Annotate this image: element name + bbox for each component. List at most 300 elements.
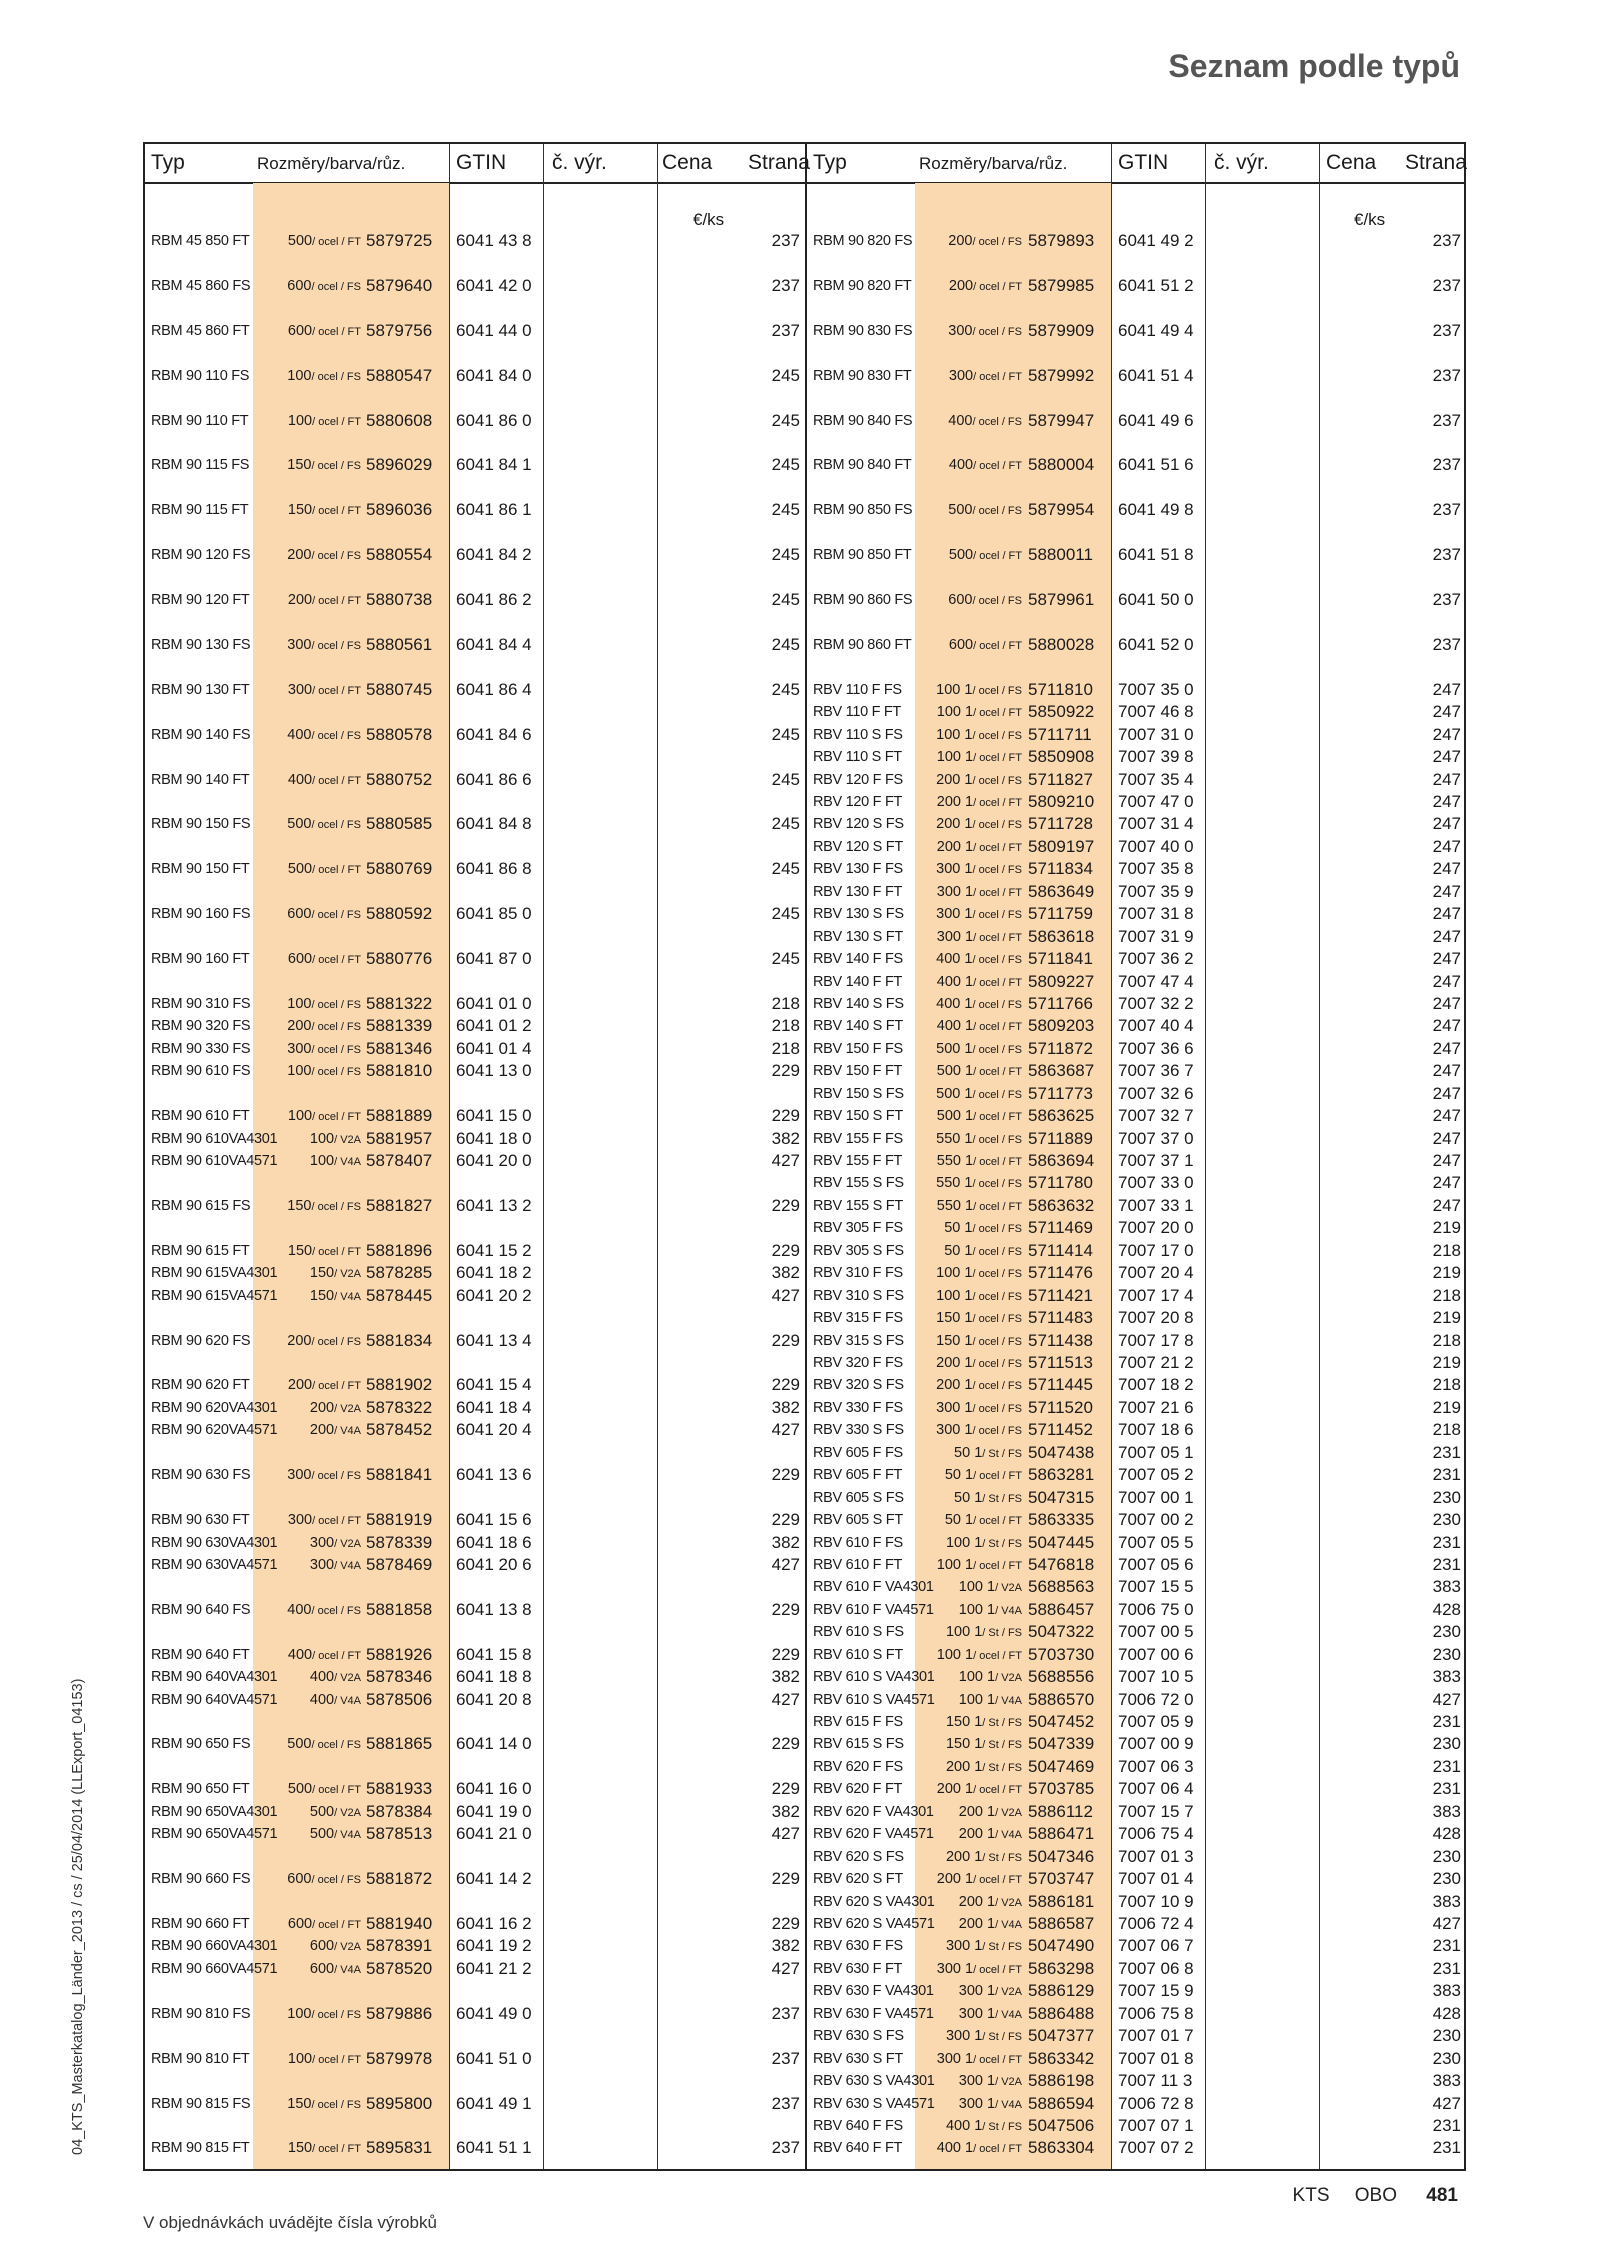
gtin-value: 5878513 xyxy=(366,1824,433,1844)
article-number: 7007 05 5 xyxy=(1118,1532,1194,1552)
table-row xyxy=(807,2048,1466,2070)
catalog-page: 382 xyxy=(771,1263,800,1283)
material-finish: / ocel / FT xyxy=(312,864,361,877)
article-number: 6041 15 2 xyxy=(456,1240,532,1260)
material-finish: / ocel / FS xyxy=(972,684,1022,697)
catalog-page: 382 xyxy=(771,1667,800,1687)
dimension-value: 400 xyxy=(309,1691,335,1708)
gtin-value: 5881322 xyxy=(366,993,433,1013)
table-row xyxy=(145,1733,805,1755)
dimensions xyxy=(948,499,1022,522)
table-row xyxy=(145,948,805,970)
dimensions xyxy=(959,2003,1022,2026)
dimension-value: 150 1 xyxy=(945,1736,983,1753)
dimensions xyxy=(949,365,1022,388)
dimension-value: 600 xyxy=(287,322,313,339)
dimension-value: 400 xyxy=(287,1601,312,1618)
dimensions xyxy=(287,2093,361,2116)
table-row xyxy=(145,1644,805,1666)
product-type: RBV 330 S FS xyxy=(813,1422,904,1439)
footer-note: V objednávkách uvádějte čísla výrobků xyxy=(143,2213,437,2232)
product-type: RBM 90 810 FT xyxy=(151,2050,250,2067)
table-left-half xyxy=(145,144,810,2169)
dimension-value: 100 xyxy=(287,367,312,384)
dimensions xyxy=(959,2093,1022,2116)
material-finish: / V4A xyxy=(995,2098,1022,2111)
product-type: RBV 310 S FS xyxy=(813,1287,904,1304)
material-finish: / ocel / FT xyxy=(973,370,1022,383)
dimensions xyxy=(937,746,1022,769)
catalog-page: 230 xyxy=(1432,1644,1461,1664)
article-number: 6041 15 8 xyxy=(456,1644,532,1664)
dimension-value: 200 1 xyxy=(936,816,973,833)
catalog-page: 237 xyxy=(771,2093,800,2113)
dimensions xyxy=(936,1397,1022,1420)
dimensions xyxy=(287,454,361,477)
gtin-value: 5878445 xyxy=(366,1285,433,1305)
table-row xyxy=(145,769,805,791)
catalog-page: 218 xyxy=(1432,1330,1461,1350)
dimensions xyxy=(937,1195,1022,1218)
table-row xyxy=(807,1778,1466,1800)
article-number: 6041 49 8 xyxy=(1118,500,1194,520)
article-number: 6041 18 4 xyxy=(456,1397,532,1417)
product-type: RBM 90 160 FT xyxy=(151,951,250,968)
material-finish: / ocel / FT xyxy=(973,280,1022,293)
table-row xyxy=(807,2137,1466,2159)
dimension-value: 100 1 xyxy=(936,1265,973,1282)
dimensions xyxy=(946,2115,1022,2138)
material-finish: / St / FS xyxy=(982,1492,1022,1505)
gtin-value: 5879756 xyxy=(366,320,433,340)
dimension-value: 200 1 xyxy=(936,771,973,788)
gtin-value: 5711872 xyxy=(1028,1038,1093,1058)
table-row xyxy=(145,2048,805,2070)
article-number: 6041 18 0 xyxy=(456,1128,532,1148)
dimension-value: 200 xyxy=(287,547,312,564)
product-type: RBV 615 F FS xyxy=(813,1714,903,1731)
catalog-page: 230 xyxy=(1432,1869,1461,1889)
table-row xyxy=(145,2003,805,2025)
gtin-value: 5703747 xyxy=(1028,1869,1095,1889)
gtin-value: 5886488 xyxy=(1028,2003,1095,2023)
dimension-value: 150 xyxy=(287,2140,313,2157)
product-type: RBM 90 830 FS xyxy=(813,322,913,339)
article-number: 7007 17 0 xyxy=(1118,1240,1194,1260)
gtin-value: 5880004 xyxy=(1028,455,1095,475)
table-row xyxy=(145,2137,805,2159)
col-dims-header: Rozměry/barva/růz. xyxy=(919,154,1068,173)
table-row xyxy=(807,948,1466,970)
article-number: 6041 44 0 xyxy=(456,320,532,340)
dimension-value: 600 xyxy=(309,1938,335,1955)
product-type: RBM 90 620 FT xyxy=(151,1377,250,1394)
gtin-value: 5880028 xyxy=(1028,634,1095,654)
dimension-value: 200 xyxy=(287,1332,312,1349)
table-row xyxy=(145,1128,805,1150)
gtin-value: 5881339 xyxy=(366,1016,433,1036)
product-type: RBM 90 630VA4571 xyxy=(151,1556,278,1573)
catalog-page: 245 xyxy=(771,590,800,610)
dimension-value: 100 1 xyxy=(936,1646,974,1663)
dimension-value: 400 xyxy=(287,771,313,788)
material-finish: / ocel / FT xyxy=(973,1784,1022,1797)
footer-brand xyxy=(1273,2185,1458,2207)
product-type: RBV 155 F FS xyxy=(813,1130,903,1147)
gtin-value: 5886457 xyxy=(1028,1599,1095,1619)
material-finish: / ocel / FS xyxy=(311,1066,361,1079)
dimensions xyxy=(936,1352,1022,1375)
table-row xyxy=(807,1419,1466,1441)
dimensions xyxy=(288,1240,361,1263)
table-row xyxy=(145,589,805,611)
product-type: RBV 110 F FT xyxy=(813,704,901,721)
article-number: 6041 20 2 xyxy=(456,1285,532,1305)
material-finish: / ocel / FS xyxy=(311,460,361,473)
table-row xyxy=(807,230,1466,252)
catalog-page: 237 xyxy=(771,2048,800,2068)
dimensions xyxy=(936,903,1022,926)
dimension-value: 500 xyxy=(287,861,313,878)
material-finish: / V2A xyxy=(334,1402,361,1415)
article-number: 7007 01 7 xyxy=(1118,2026,1194,2046)
catalog-page: 247 xyxy=(1432,1083,1461,1103)
product-type: RBV 140 F FS xyxy=(813,951,903,968)
side-note: 04_KTS_Masterkatalog_Länder_2013 / cs / 25/04/2014 (LLExport_04153) xyxy=(70,1678,86,2155)
dimension-value: 200 xyxy=(948,233,973,249)
material-finish: / ocel / FS xyxy=(972,729,1022,742)
dimension-value: 300 1 xyxy=(936,928,974,945)
table-row xyxy=(807,1262,1466,1284)
gtin-value: 5711759 xyxy=(1028,904,1093,924)
catalog-page: 229 xyxy=(771,1061,800,1081)
dimension-value: 200 xyxy=(309,1399,335,1416)
table-row xyxy=(145,1666,805,1688)
table-row xyxy=(807,1509,1466,1531)
catalog-page: 237 xyxy=(1432,365,1461,385)
catalog-page: 247 xyxy=(1432,859,1461,879)
product-type: RBM 90 130 FT xyxy=(151,681,250,698)
table-row xyxy=(145,1913,805,1935)
table-row xyxy=(145,1689,805,1711)
product-type: RBM 90 650VA4571 xyxy=(151,1826,278,1843)
article-number: 7006 75 0 xyxy=(1118,1599,1194,1619)
table-row xyxy=(807,1666,1466,1688)
dimension-value: 550 1 xyxy=(936,1153,974,1170)
article-number: 6041 14 2 xyxy=(456,1869,532,1889)
article-number: 7007 00 1 xyxy=(1118,1487,1194,1507)
dimensions xyxy=(310,1666,361,1689)
catalog-page: 247 xyxy=(1432,792,1461,811)
dimensions xyxy=(948,589,1022,612)
dimensions xyxy=(288,1913,361,1936)
gtin-value: 5688556 xyxy=(1028,1667,1095,1687)
table-row xyxy=(145,320,805,342)
table-row xyxy=(807,454,1466,476)
article-number: 6041 51 6 xyxy=(1118,455,1194,475)
article-number: 6041 01 4 xyxy=(456,1038,532,1058)
gtin-value: 5886570 xyxy=(1028,1689,1095,1709)
material-finish: / ocel / FT xyxy=(312,1649,361,1662)
dimensions xyxy=(287,1464,361,1487)
material-finish: / ocel / FT xyxy=(973,1200,1022,1213)
dimensions xyxy=(937,791,1022,814)
dimensions xyxy=(287,634,361,657)
product-type: RBV 150 F FT xyxy=(813,1063,903,1080)
dimensions xyxy=(937,1958,1022,1981)
catalog-page: 383 xyxy=(1432,1891,1461,1911)
material-finish: / V4A xyxy=(995,1919,1022,1931)
gtin-value: 5047490 xyxy=(1028,1936,1095,1956)
catalog-page: 427 xyxy=(771,1958,800,1978)
article-number: 6041 86 2 xyxy=(456,590,532,610)
article-number: 6041 15 0 xyxy=(456,1106,532,1126)
dimensions xyxy=(287,1733,361,1756)
table-row xyxy=(807,1038,1466,1060)
article-number: 7007 32 6 xyxy=(1118,1083,1194,1103)
dimensions xyxy=(287,724,361,747)
article-number: 6041 20 8 xyxy=(456,1689,532,1709)
dimensions xyxy=(310,1397,361,1420)
gtin-value: 5886198 xyxy=(1028,2071,1095,2091)
catalog-page: 247 xyxy=(1432,836,1461,856)
gtin-value: 5879992 xyxy=(1028,365,1095,385)
product-type: RBV 620 F VA4571 xyxy=(813,1826,934,1843)
product-type: RBM 90 640 FT xyxy=(151,1646,250,1663)
gtin-value: 5711513 xyxy=(1028,1353,1093,1372)
dimensions xyxy=(954,1442,1022,1465)
catalog-page: 245 xyxy=(771,679,800,699)
material-finish: / V4A xyxy=(334,1963,361,1976)
dimensions xyxy=(288,589,361,612)
catalog-page: 383 xyxy=(1432,1981,1461,2001)
catalog-page: 218 xyxy=(771,993,800,1013)
catalog-page: 427 xyxy=(771,1151,800,1171)
table-row xyxy=(807,1532,1466,1554)
dimensions xyxy=(959,1823,1022,1846)
table-row xyxy=(145,1060,805,1082)
gtin-value: 5879961 xyxy=(1028,590,1095,610)
table-header-right xyxy=(807,144,1466,184)
dimension-value: 600 xyxy=(287,1871,312,1888)
article-number: 7007 01 4 xyxy=(1118,1869,1194,1889)
table-row xyxy=(145,1868,805,1890)
dimensions xyxy=(288,1644,361,1667)
dimension-value: 500 xyxy=(287,816,312,833)
dimensions xyxy=(287,813,361,836)
material-finish: / ocel / FT xyxy=(973,886,1022,899)
dimension-value: 100 1 xyxy=(958,1691,996,1708)
table-row xyxy=(807,813,1466,835)
dimension-value: 600 xyxy=(948,636,974,653)
catalog-page: 230 xyxy=(1432,2048,1461,2068)
dimensions xyxy=(959,1666,1022,1689)
product-type: RBM 90 630 FS xyxy=(151,1467,251,1484)
gtin-value: 5879978 xyxy=(366,2048,433,2068)
table-row xyxy=(145,230,805,252)
table-right-half xyxy=(807,144,1466,2169)
material-finish: / ocel / FT xyxy=(973,1963,1022,1976)
material-finish: / V2A xyxy=(334,1672,361,1685)
dimension-value: 300 1 xyxy=(936,906,973,923)
dimension-value: 50 1 xyxy=(944,1467,974,1484)
article-number: 7007 01 3 xyxy=(1118,1846,1194,1866)
dimension-value: 300 xyxy=(287,681,313,698)
table-row xyxy=(807,1599,1466,1621)
gtin-value: 5879886 xyxy=(366,2003,433,2023)
page-title: Seznam podle typů xyxy=(1168,48,1460,84)
product-type: RBM 90 120 FT xyxy=(151,592,250,609)
product-type: RBV 610 S VA4571 xyxy=(813,1691,935,1708)
dimension-value: 200 xyxy=(287,592,313,609)
dimensions xyxy=(948,410,1022,433)
article-number: 7007 47 0 xyxy=(1118,792,1194,811)
article-number: 7007 05 2 xyxy=(1118,1465,1194,1485)
dimensions xyxy=(959,1576,1022,1599)
article-number: 7007 35 8 xyxy=(1118,859,1194,879)
table-row xyxy=(145,1195,805,1217)
article-number: 7007 20 0 xyxy=(1118,1218,1194,1238)
table-row xyxy=(145,1599,805,1621)
gtin-value: 5863342 xyxy=(1028,2048,1095,2068)
product-type: RBM 90 620VA4571 xyxy=(151,1422,278,1439)
gtin-value: 5863687 xyxy=(1028,1061,1095,1081)
dimensions xyxy=(287,1195,361,1218)
gtin-value: 5711728 xyxy=(1028,814,1093,834)
dimensions xyxy=(946,1532,1022,1555)
article-number: 7007 32 7 xyxy=(1118,1106,1194,1126)
product-type: RBM 90 120 FS xyxy=(151,547,251,564)
dimensions xyxy=(949,275,1022,298)
table-row xyxy=(807,1621,1466,1643)
material-finish: / ocel / FS xyxy=(972,954,1022,967)
product-type: RBM 90 615VA4301 xyxy=(151,1265,278,1282)
dimensions xyxy=(288,1509,361,1532)
material-finish: / ocel / FT xyxy=(312,236,361,248)
dimensions xyxy=(287,903,361,926)
dimensions xyxy=(936,1262,1022,1285)
gtin-value: 5880769 xyxy=(366,859,433,879)
dimensions xyxy=(946,1846,1022,1869)
gtin-value: 5878469 xyxy=(366,1554,433,1574)
dimensions xyxy=(287,544,361,567)
gtin-value: 5703730 xyxy=(1028,1644,1095,1664)
table-row xyxy=(807,1958,1466,1980)
article-number: 6041 20 4 xyxy=(456,1420,532,1440)
catalog-page: 231 xyxy=(1432,1554,1461,1574)
catalog-page: 383 xyxy=(1432,1577,1461,1597)
article-number: 7007 18 2 xyxy=(1118,1375,1194,1395)
article-number: 7007 33 0 xyxy=(1118,1173,1194,1193)
table-row xyxy=(807,1105,1466,1127)
dimensions xyxy=(288,769,361,792)
article-number: 7006 72 8 xyxy=(1118,2093,1194,2113)
dimension-value: 100 1 xyxy=(958,1579,996,1596)
article-number: 6041 20 6 xyxy=(456,1554,532,1574)
dimension-value: 100 xyxy=(309,1130,335,1147)
article-number: 6041 18 2 xyxy=(456,1263,532,1283)
gtin-value: 5711483 xyxy=(1028,1308,1093,1328)
article-number: 7007 21 2 xyxy=(1118,1353,1194,1372)
catalog-page: 247 xyxy=(1432,1038,1461,1058)
dimensions xyxy=(287,365,361,388)
material-finish: / ocel / FS xyxy=(311,819,361,832)
material-finish: / V4A xyxy=(995,2008,1022,2021)
catalog-page: 237 xyxy=(771,2003,800,2023)
material-finish: / V4A xyxy=(334,1694,361,1707)
table-row xyxy=(145,1823,805,1845)
material-finish: / ocel / FS xyxy=(311,729,361,742)
material-finish: / V2A xyxy=(334,1941,361,1954)
dimension-value: 500 1 xyxy=(936,1085,973,1102)
catalog-page: 245 xyxy=(771,500,800,520)
dimensions xyxy=(936,813,1022,836)
dimension-value: 100 1 xyxy=(958,1601,996,1618)
table-row xyxy=(145,2093,805,2115)
catalog-page: 229 xyxy=(771,1510,800,1530)
catalog-page: 230 xyxy=(1432,1734,1461,1754)
catalog-page: 247 xyxy=(1432,926,1461,946)
dimension-value: 200 1 xyxy=(936,1871,974,1888)
catalog-page: 245 xyxy=(771,859,800,879)
material-finish: / ocel / FS xyxy=(972,1088,1022,1101)
catalog-page: 229 xyxy=(771,1106,800,1126)
article-number: 7007 31 9 xyxy=(1118,926,1194,946)
gtin-value: 5703785 xyxy=(1028,1779,1095,1799)
dimension-value: 200 1 xyxy=(936,1781,974,1798)
dimension-value: 300 1 xyxy=(936,2050,974,2067)
article-number: 6041 43 8 xyxy=(456,231,532,250)
table-row xyxy=(145,1958,805,1980)
material-finish: / ocel / FT xyxy=(973,841,1022,854)
product-type: RBV 320 S FS xyxy=(813,1377,904,1394)
dimension-value: 400 xyxy=(948,457,974,474)
dimension-value: 300 1 xyxy=(958,1983,996,2000)
dimension-value: 400 xyxy=(287,1646,313,1663)
product-type: RBM 90 140 FS xyxy=(151,726,251,743)
gtin-value: 5880776 xyxy=(366,949,433,969)
material-finish: / ocel / FT xyxy=(312,1515,361,1528)
gtin-value: 5711827 xyxy=(1028,769,1093,789)
product-type: RBV 630 F FT xyxy=(813,1960,903,1977)
table-row xyxy=(145,724,805,746)
material-finish: / ocel / FS xyxy=(311,1604,361,1617)
table-row xyxy=(807,724,1466,746)
material-finish: / ocel / FT xyxy=(973,1649,1022,1662)
material-finish: / V2A xyxy=(334,1133,361,1146)
article-number: 6041 21 2 xyxy=(456,1958,532,1978)
product-type: RBV 130 F FS xyxy=(813,861,903,878)
product-type: RBM 90 330 FS xyxy=(151,1040,251,1057)
table-row xyxy=(807,1128,1466,1150)
dimension-value: 300 1 xyxy=(945,1938,983,1955)
table-row xyxy=(807,1240,1466,1262)
catalog-page: 237 xyxy=(771,320,800,340)
gtin-value: 5886112 xyxy=(1028,1801,1093,1821)
gtin-value: 5881834 xyxy=(366,1330,433,1350)
gtin-value: 5879947 xyxy=(1028,410,1095,430)
material-finish: / ocel / FS xyxy=(311,1335,361,1348)
table-row xyxy=(807,858,1466,880)
dimensions xyxy=(959,1913,1022,1936)
table-row xyxy=(807,2025,1466,2047)
gtin-value: 5881957 xyxy=(366,1128,433,1148)
dimensions xyxy=(288,320,361,343)
material-finish: / St / FS xyxy=(982,1761,1022,1774)
dimension-value: 400 xyxy=(309,1669,335,1686)
article-number: 6041 84 0 xyxy=(456,365,532,385)
table-row xyxy=(807,1487,1466,1509)
